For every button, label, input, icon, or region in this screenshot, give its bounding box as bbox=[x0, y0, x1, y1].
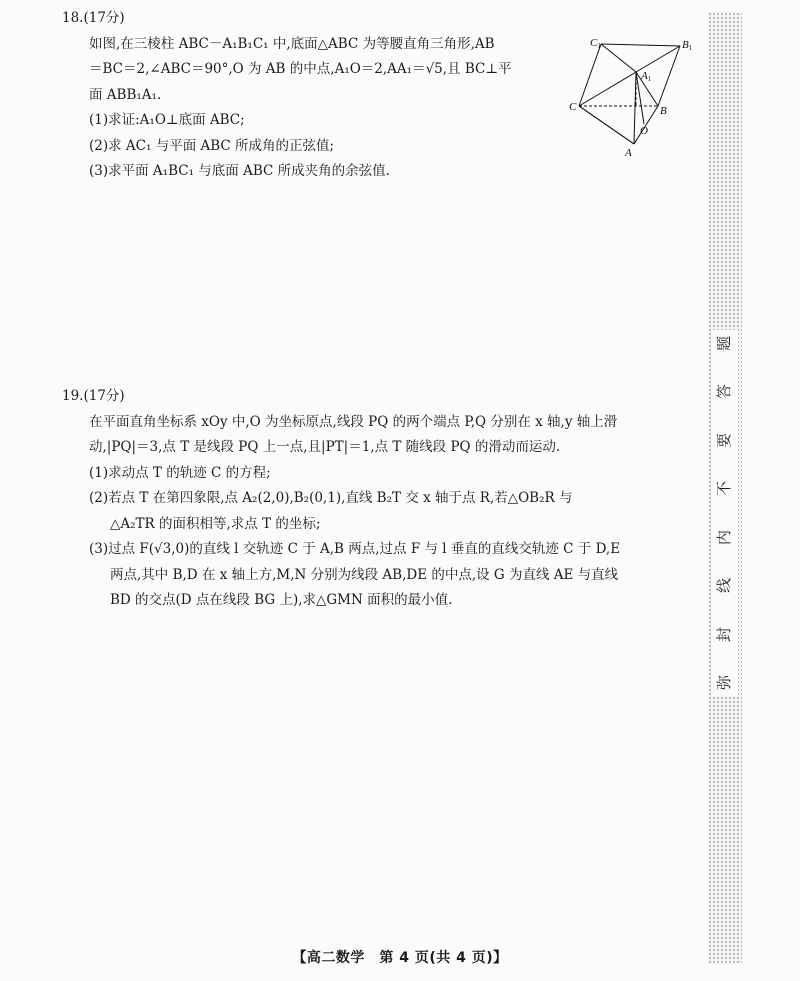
seal-char: 封 bbox=[715, 626, 734, 642]
question-19-part-3-line-3: BD 的交点(D 点在线段 BG 上),求△GMN 面积的最小值. bbox=[110, 592, 453, 608]
seal-char: 答 bbox=[715, 384, 734, 400]
question-18-part-3: (3)求平面 A₁BC₁ 与底面 ABC 所成夹角的余弦值. bbox=[89, 163, 390, 179]
question-19-part-2-line-1: (2)若点 T 在第四象限,点 A₂(2,0),B₂(0,1),直线 B₂T 交 x 轴于点 R,若△OB₂R 与 bbox=[89, 490, 573, 506]
question-19-part-1: (1)求动点 T 的轨迹 C 的方程; bbox=[89, 464, 271, 481]
seal-char: 线 bbox=[715, 578, 734, 594]
question-18-part-1: (1)求证:A₁O⊥底面 ABC; bbox=[89, 112, 245, 128]
question-19-part-3-line-2: 两点,其中 B,D 在 x 轴上方,M,N 分别为线段 AB,DE 的中点,设 G 为直线 AE 与直线 bbox=[110, 566, 619, 583]
label-c: C bbox=[569, 101, 577, 113]
question-18-stem-line-3: 面 ABB₁A₁. bbox=[89, 86, 162, 103]
question-19-header: 19.(17分) bbox=[62, 388, 125, 404]
question-19-part-2-line-2: △A₂TR 的面积相等,求点 T 的坐标; bbox=[110, 515, 321, 532]
label-c1: C1 bbox=[590, 37, 601, 50]
question-18-stem-line-1: 如图,在三棱柱 ABC－A₁B₁C₁ 中,底面△ABC 为等腰直角三角形,AB bbox=[89, 35, 495, 52]
question-19-part-3-line-1: (3)过点 F(√3,0)的直线 l 交轨迹 C 于 A,B 两点,过点 F 与 l 垂直的直线交轨迹 C 于 D,E bbox=[89, 541, 621, 557]
question-19-stem-line-1: 在平面直角坐标系 xOy 中,O 为坐标原点,线段 PQ 的两个端点 P,Q 分别在 x 轴,y 轴上滑 bbox=[89, 413, 618, 430]
question-18-header: 18.(17分) bbox=[62, 10, 125, 26]
question-18-part-2: (2)求 AC₁ 与平面 ABC 所成角的正弦值; bbox=[89, 137, 335, 154]
seal-notice bbox=[712, 330, 738, 696]
question-18-stem-line-2: ＝BC＝2,∠ABC＝90°,O 为 AB 的中点,A₁O＝2,AA₁＝√5,且 BC⊥平 bbox=[89, 61, 512, 77]
seal-char: 不 bbox=[715, 481, 734, 497]
label-a1: A1 bbox=[641, 70, 652, 83]
label-o: O bbox=[640, 125, 648, 137]
seal-char: 题 bbox=[715, 335, 734, 352]
label-b1: B1 bbox=[682, 39, 693, 52]
seal-char: 内 bbox=[715, 529, 734, 545]
question-19-stem-line-2: 动,|PQ|＝3,点 T 是线段 PQ 上一点,且|PT|＝1,点 T 随线段 PQ 的滑动而运动. bbox=[89, 439, 561, 455]
label-b: B bbox=[660, 105, 667, 117]
seal-char: 要 bbox=[715, 432, 734, 448]
question-18 bbox=[62, 6, 582, 185]
seal-char: 弥 bbox=[715, 674, 734, 690]
question-19 bbox=[62, 384, 692, 614]
page-footer: 【高二数学 第 4 页(共 4 页)】 bbox=[292, 950, 508, 966]
label-a: A bbox=[625, 147, 632, 159]
prism-figure bbox=[568, 34, 716, 160]
